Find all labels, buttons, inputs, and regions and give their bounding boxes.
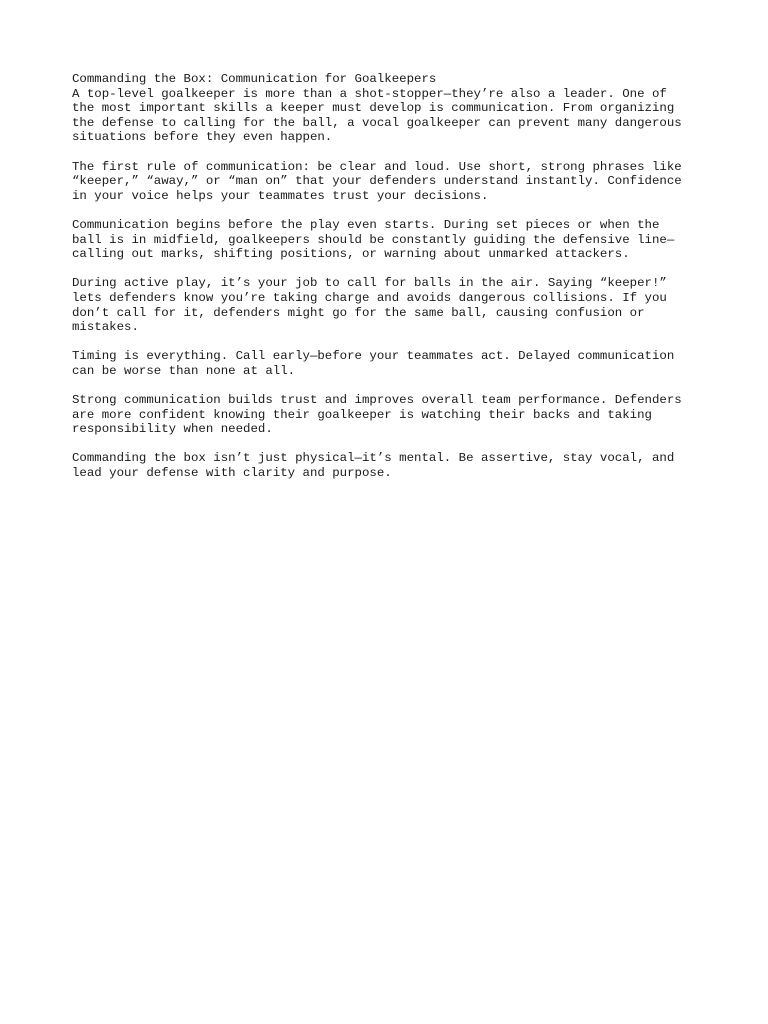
document-body — [72, 72, 696, 495]
paragraph-trust: Strong communication builds trust and improves overall team performance. Defenders are more confident knowing their goalkeeper is watching their backs and taking responsibility when needed. — [72, 393, 682, 437]
paragraph-clear-and-loud: The first rule of communication: be clear and loud. Use short, strong phrases like “keeper,” “away,” or “man on” that your defenders understand instantly. Confidence in your voice helps your teammates trust your decisions. — [72, 159, 682, 203]
paragraph-active-play: During active play, it’s your job to call for balls in the air. Saying “keeper!” lets defenders know you’re taking charge and avoids dangerous collisions. If you don’t call for it, defenders might go for the same ball, causing confusion or mistakes. — [72, 276, 667, 335]
document-title: Commanding the Box: Communication for Goalkeepers — [72, 72, 437, 86]
paragraph-timing: Timing is everything. Call early—before your teammates act. Delayed communication can be worse than none at all. — [72, 349, 675, 378]
paragraph-conclusion: Commanding the box isn’t just physical—it’s mental. Be assertive, stay vocal, and lead your defense with clarity and purpose. — [72, 451, 675, 481]
paragraph-before-play: Communication begins before the play even starts. During set pieces or when the ball is in midfield, goalkeepers should be constantly guiding the defensive line— calling out marks, shifting positions, or warning about unmarked attackers. — [72, 217, 675, 262]
paragraph-intro: A top-level goalkeeper is more than a shot-stopper—they’re also a leader. One of the most important skills a keeper must develop is communication. From organizing the defense to calling for the ball, a vocal goalkeeper can prevent many dangerous situations before they even happen. — [72, 86, 682, 145]
